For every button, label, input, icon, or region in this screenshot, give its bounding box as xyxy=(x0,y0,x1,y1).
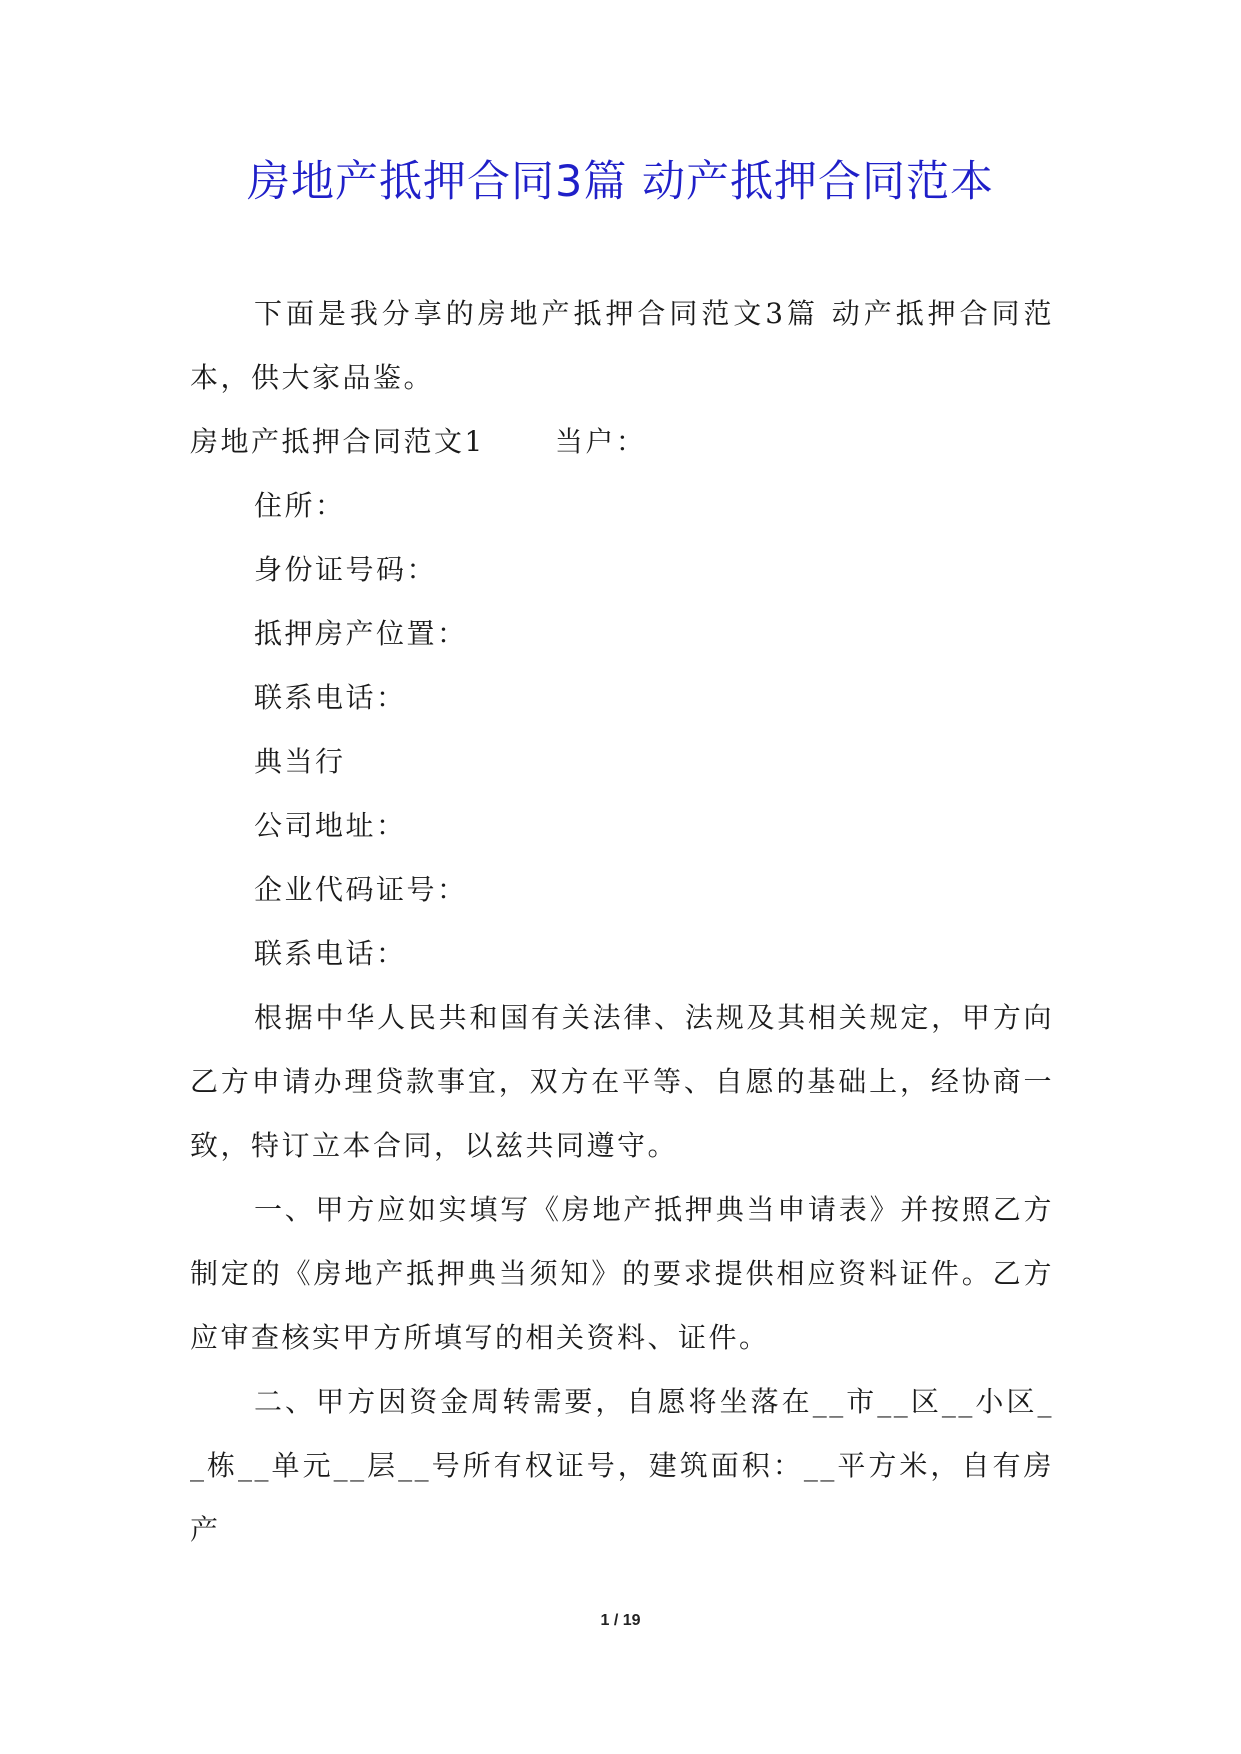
field-enterprise-code: 企业代码证号： xyxy=(254,873,468,906)
paragraph-clause-2: 二、甲方因资金周转需要，自愿将坐落在__市__区__小区__栋__单元__层__号所有权证号，建筑面积：__平方米，自有房产 xyxy=(190,1385,1054,1546)
field-company-address: 公司地址： xyxy=(254,809,407,842)
page-number: 1 / 19 xyxy=(600,1612,641,1629)
field-id-number: 身份证号码： xyxy=(254,553,438,586)
field-phone-2: 联系电话： xyxy=(254,937,407,970)
document-title: 房地产抵押合同3篇 动产抵押合同范本 xyxy=(246,157,995,207)
document-body xyxy=(190,282,1054,1562)
field-address: 住所： xyxy=(254,489,346,522)
paragraph-preamble: 根据中华人民共和国有关法律、法规及其相关规定，甲方向乙方申请办理贷款事宜，双方在平等、自愿的基础上，经协商一致，特订立本合同，以兹共同遵守。 xyxy=(190,1001,1054,1162)
field-property-location: 抵押房产位置： xyxy=(254,617,468,650)
intro-paragraph: 下面是我分享的房地产抵押合同范文3篇 动产抵押合同范本，供大家品鉴。 xyxy=(190,297,1054,394)
field-phone: 联系电话： xyxy=(254,681,407,714)
section-heading-party-label: 当户： xyxy=(554,425,647,458)
section-heading-title: 房地产抵押合同范文1 xyxy=(190,425,485,458)
section-heading xyxy=(190,410,1054,474)
paragraph-clause-1: 一、甲方应如实填写《房地产抵押典当申请表》并按照乙方制定的《房地产抵押典当须知》的要求提供相应资料证件。乙方应审查核实甲方所填写的相关资料、证件。 xyxy=(190,1193,1054,1354)
field-pawnshop: 典当行 xyxy=(254,745,346,778)
